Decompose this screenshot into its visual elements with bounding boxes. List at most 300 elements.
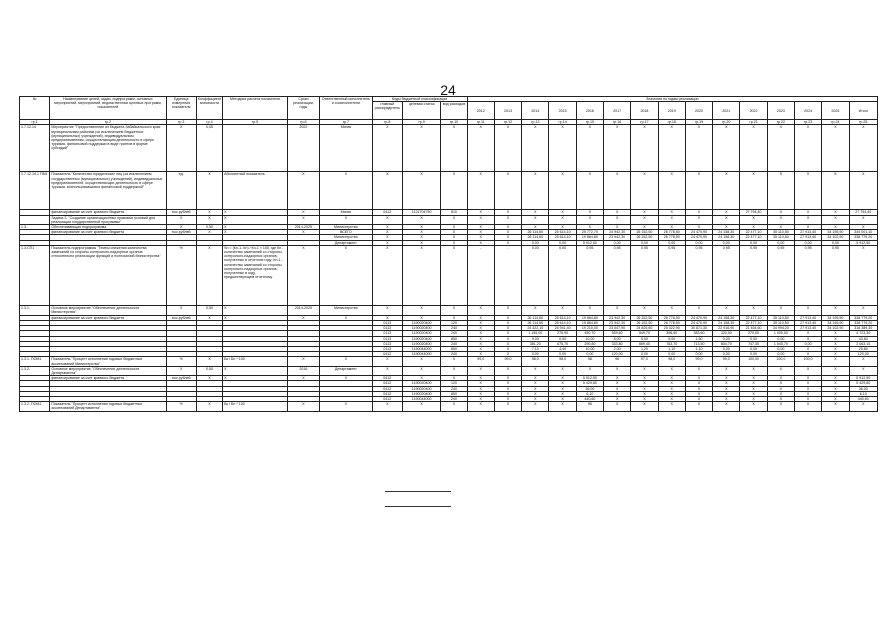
table-cell: Х: [320, 357, 373, 366]
table-cell: 24 158,30: [713, 235, 740, 240]
table-cell: Х: [223, 315, 288, 320]
table-cell: 0,00: [794, 341, 821, 346]
table-cell: 1.3.1.: [20, 305, 50, 315]
header-year-12: 2024: [794, 102, 821, 120]
table-cell: 0,50: [196, 366, 222, 375]
table-cell: Минэк: [320, 210, 373, 215]
table-cell: Х: [631, 215, 658, 224]
column-number: гр.25: [849, 120, 877, 125]
table-cell: Х: [576, 366, 603, 375]
table-cell: Х: [441, 366, 467, 375]
table-cell: Х: [441, 305, 467, 315]
table-cell: Х: [494, 240, 521, 245]
table-cell: Х: [402, 357, 440, 366]
table-cell: 2022: [287, 125, 319, 172]
table-cell: 98,0: [549, 357, 576, 366]
table-cell: Показатель "Процент исполнения годовых бюджетных ассигнований Департамента": [50, 402, 166, 411]
table-cell: 24 158,30: [713, 230, 740, 235]
table-cell: 0,95: [631, 245, 658, 305]
table-cell: Х: [604, 366, 631, 375]
table-cell: 6,10: [576, 391, 603, 396]
table-cell: Бк / Бп * 100: [223, 402, 288, 411]
table-cell: Х: [549, 366, 576, 375]
table-cell: 318 389,30: [849, 326, 877, 331]
column-number: гр.22: [767, 120, 794, 125]
table-cell: 0,00: [740, 336, 767, 341]
table-cell: Х: [794, 402, 821, 411]
table-cell: Х: [223, 305, 288, 315]
table-cell: Х: [287, 230, 319, 235]
table-cell: Х: [685, 402, 712, 411]
table-cell: Х: [740, 381, 767, 386]
table-cell: 0,00: [767, 352, 794, 357]
table-cell: Х: [372, 225, 402, 230]
table-row: [20, 172, 878, 210]
table-cell: 25 614,10: [549, 321, 576, 326]
table-cell: 1,60: [685, 336, 712, 341]
table-cell: 36,00: [849, 386, 877, 391]
table-cell: 1190044000: [402, 347, 440, 352]
header-year-0: 2012: [467, 102, 494, 120]
table-cell: Х: [631, 376, 658, 381]
table-cell: Х: [794, 366, 821, 375]
header-year-6: 2018: [631, 102, 658, 120]
table-cell: Х: [794, 352, 821, 357]
column-number: гр.7: [320, 120, 373, 125]
header-year-1: 2013: [494, 102, 521, 120]
table-cell: Х: [658, 397, 685, 402]
table-cell: Х: [604, 391, 631, 396]
table-cell: Х: [287, 357, 319, 366]
table-cell: Х: [494, 336, 521, 341]
table-cell: Х: [467, 376, 494, 381]
table-cell: Х: [494, 230, 521, 235]
table-cell: Х: [494, 215, 521, 224]
header-year-9: 2021: [713, 102, 740, 120]
table-cell: 1190020400: [402, 381, 440, 386]
table-cell: 22 916,90: [713, 326, 740, 331]
header-years-group: Значения по годам реализации: [467, 97, 877, 102]
table-cell: Х: [320, 215, 373, 224]
table-cell: Х: [522, 366, 549, 375]
table-cell: Х: [467, 240, 494, 245]
column-number: гр.10: [441, 120, 467, 125]
table-cell: 34 994,20: [767, 326, 794, 331]
table-cell: финансирование за счет краевого бюджета: [50, 230, 166, 235]
table-cell: 0,00: [631, 352, 658, 357]
table-cell: Х: [713, 225, 740, 230]
table-cell: Х: [822, 305, 849, 315]
table-cell: Х: [604, 381, 631, 386]
table-cell: Sn = (Кn-1- Кn) / Кn-1 × 100, где Кn - количество замечаний со стороны контрольно-надзорных органов, полученных в отчетном году; Кn-1 - количество замечаний со стороны контрольно-надзорных органов, полученных в году, предшествующем отчетному: [223, 245, 288, 305]
table-cell: Х: [604, 210, 631, 215]
header-year-11: 2023: [767, 102, 794, 120]
table-cell: Х: [494, 352, 521, 357]
table-cell: 34 102,90: [822, 235, 849, 240]
table-cell: Х: [713, 376, 740, 381]
table-cell: Х: [467, 386, 494, 391]
table-cell: 24 942,30: [604, 230, 631, 235]
column-number: гр.15: [576, 120, 603, 125]
table-cell: 0113: [372, 326, 402, 331]
table-cell: Х: [549, 381, 576, 386]
table-cell: 396,50: [658, 331, 685, 336]
table-cell: 275,90: [549, 331, 576, 336]
header-coef: Коэффициент значимости: [196, 97, 222, 120]
table-cell: тыс.рублей: [166, 230, 196, 235]
table-cell: 24 470,90: [685, 315, 712, 320]
table-cell: Х: [685, 376, 712, 381]
table-cell: тыс.рублей: [166, 376, 196, 381]
table-cell: 2 063,10: [849, 341, 877, 346]
table-cell: 19 864,80: [576, 315, 603, 320]
column-number: гр.14: [549, 120, 576, 125]
table-row: [20, 402, 878, 411]
table-cell: Х: [522, 376, 549, 381]
table-cell: Х: [494, 386, 521, 391]
table-cell: 675,70: [549, 341, 576, 346]
header-year-3: 2015: [549, 102, 576, 120]
table-cell: Х: [576, 210, 603, 215]
table-cell: Х: [372, 305, 402, 315]
table-cell: Х: [166, 215, 196, 224]
table-cell: Х: [372, 366, 402, 375]
table-cell: 19 864,80: [576, 235, 603, 240]
table-cell: 1190020400: [402, 386, 440, 391]
table-cell: Х: [658, 172, 685, 210]
table-cell: Х: [372, 215, 402, 224]
table-cell: Х: [467, 230, 494, 235]
table-cell: Х: [196, 215, 222, 224]
table-cell: Х: [658, 402, 685, 411]
table-cell: Х: [631, 381, 658, 386]
table-cell: %: [166, 402, 196, 411]
table-cell: Х: [494, 347, 521, 352]
table-cell: Х: [549, 305, 576, 315]
table-cell: 669,40: [631, 341, 658, 346]
table-cell: Х: [849, 402, 877, 411]
table-cell: 27 913,40: [794, 326, 821, 331]
table-cell: Х: [713, 210, 740, 215]
table-cell: Х: [402, 230, 440, 235]
table-cell: 440,60: [576, 397, 603, 402]
table-cell: Х: [467, 381, 494, 386]
program-table: [19, 96, 878, 412]
table-cell: 0,50: [196, 225, 222, 230]
table-cell: 1 045,70: [767, 341, 794, 346]
table-cell: Х: [494, 321, 521, 326]
table-cell: 850: [441, 347, 467, 352]
table-cell: 0,00: [522, 245, 549, 305]
table-cell: 1,10: [658, 347, 685, 352]
table-cell: Х: [441, 376, 467, 381]
table-cell: Х: [794, 347, 821, 352]
table-cell: 0,00: [549, 352, 576, 357]
table-cell: 25 772,70: [576, 230, 603, 235]
table-cell: Х: [467, 352, 494, 357]
column-number: гр.18: [658, 120, 685, 125]
table-cell: Х: [467, 336, 494, 341]
table-cell: тыс.рублей: [166, 315, 196, 320]
table-cell: Х: [849, 172, 877, 210]
table-cell: Х: [494, 366, 521, 375]
table-cell: Х: [372, 240, 402, 245]
table-cell: Х: [494, 172, 521, 210]
table-cell: 810: [441, 210, 467, 215]
table-cell: Х: [576, 305, 603, 315]
table-cell: Х: [767, 391, 794, 396]
table-cell: Х: [658, 391, 685, 396]
column-number: гр.23: [794, 120, 821, 125]
table-cell: Основное мероприятие "Обеспечение деятельности Министерства": [50, 305, 166, 315]
table-cell: Х: [402, 245, 440, 305]
table-cell: Х: [494, 225, 521, 230]
table-cell: Х: [494, 315, 521, 320]
table-cell: 24 158,30: [713, 315, 740, 320]
table-cell: Х: [685, 305, 712, 315]
table-cell: 0412: [372, 381, 402, 386]
table-cell: Х: [372, 245, 402, 305]
table-cell: Х: [522, 397, 549, 402]
table-cell: Х: [822, 225, 849, 230]
table-cell: 24 470,90: [685, 235, 712, 240]
table-cell: Х: [402, 402, 440, 411]
table-cell: 27 913,40: [794, 321, 821, 326]
column-number: гр.21: [740, 120, 767, 125]
table-cell: Х: [196, 172, 222, 210]
table-cell: Х: [287, 245, 319, 305]
table-cell: Х: [441, 357, 467, 366]
table-cell: 26 778,50: [658, 235, 685, 240]
table-cell: Х: [794, 215, 821, 224]
table-cell: 1190020400: [402, 336, 440, 341]
table-cell: 338 779,20: [849, 315, 877, 320]
table-cell: Х: [740, 391, 767, 396]
header-bk-group: Коды бюджетной классификации: [372, 97, 467, 102]
table-cell: Х: [604, 125, 631, 172]
table-cell: Мероприятие "Предоставление из бюджета Забайкальского края муниципальным районам (за исключением бюджетных (муниципальных) учреждений), индивидуальным предпринимателям, осуществляющим деятельность в сфере туризма, финансовой поддержки в виде грантов в форме субсидий": [50, 125, 166, 172]
table-cell: Х: [166, 305, 196, 315]
table-cell: Х: [441, 125, 467, 172]
table-cell: 98: [576, 357, 603, 366]
table-cell: Х: [713, 215, 740, 224]
table-cell: Х: [287, 376, 319, 381]
table-cell: 0,95: [767, 245, 794, 305]
table-cell: 549,70: [631, 331, 658, 336]
table-cell: 0412: [372, 397, 402, 402]
table-cell: 0412: [372, 376, 402, 381]
column-number: гр.9: [402, 120, 440, 125]
table-cell: Х: [196, 315, 222, 320]
table-cell: 1 195,00: [522, 331, 549, 336]
table-cell: Х: [441, 172, 467, 210]
header-year-8: 2020: [685, 102, 712, 120]
table-cell: ВСЕГО: [320, 230, 373, 235]
table-cell: %: [166, 245, 196, 305]
table-cell: Х: [849, 245, 877, 305]
table-cell: 30 871,30: [685, 326, 712, 331]
table-cell: 0,95: [576, 245, 603, 305]
table-cell: Х: [522, 381, 549, 386]
table-cell: Х: [822, 397, 849, 402]
table-cell: ед.: [166, 172, 196, 210]
table-cell: 26 152,50: [631, 315, 658, 320]
table-cell: 120,00: [849, 352, 877, 357]
table-cell: 0,50: [196, 305, 222, 315]
table-cell: Х: [740, 172, 767, 210]
header-term: Сроки реализации, годы: [287, 97, 319, 120]
table-cell: 26 152,50: [631, 321, 658, 326]
table-cell: 320,00: [713, 331, 740, 336]
table-cell: Показатель "Процент исполнения годовых бюджетных ассигнований Министерства": [50, 357, 166, 366]
table-cell: 0,00: [794, 240, 821, 245]
table-cell: Х: [549, 397, 576, 402]
table-cell: 0,00: [740, 347, 767, 352]
signature-line: [385, 491, 451, 492]
table-cell: Х: [713, 366, 740, 375]
table-cell: Министерство: [320, 225, 373, 230]
table-cell: Х: [685, 391, 712, 396]
table-cell: Х: [441, 215, 467, 224]
table-cell: Показатель "Количество юридических лиц (за исключением государственных (муниципальных) учреждений), индивидуальных предпринимателей, осуществляющих деятельность в сфере туризма, воспользовавшихся финансовой поддержкой": [50, 172, 166, 210]
table-cell: Х: [441, 245, 467, 305]
table-cell: Х: [522, 402, 549, 411]
table-cell: Х: [658, 366, 685, 375]
table-cell: Х: [767, 366, 794, 375]
table-cell: Минэк: [320, 125, 373, 172]
table-cell: Х: [441, 315, 467, 320]
table-cell: 0113: [372, 341, 402, 346]
table-cell: 98,0: [658, 357, 685, 366]
table-cell: 240: [441, 326, 467, 331]
table-cell: Х: [794, 125, 821, 172]
table-cell: 99,0: [713, 357, 740, 366]
table-cell: Х: [576, 215, 603, 224]
table-cell: 100,00: [740, 357, 767, 366]
table-cell: Х: [604, 402, 631, 411]
table-cell: 25 614,10: [549, 315, 576, 320]
header-year-2: 2014: [522, 102, 549, 120]
header-bk-1: целевая статья: [402, 102, 440, 120]
column-number: гр.20: [713, 120, 740, 125]
table-cell: 1190020400: [402, 391, 440, 396]
table-cell: 35 110,50: [767, 230, 794, 235]
column-number: гр.12: [494, 120, 521, 125]
table-cell: 1.7.12.14: [20, 125, 50, 172]
table-row: [20, 215, 878, 224]
table-cell: Задача 3. "Создание организационных правовых условий для реализации государственной программы": [50, 215, 166, 224]
table-cell: Бк / Бп * 100: [223, 357, 288, 366]
table-cell: Х: [320, 376, 373, 381]
header-unit: Единица измерения показателя: [166, 97, 196, 120]
table-cell: Х: [494, 235, 521, 240]
table-cell: 0,00: [631, 240, 658, 245]
table-cell: 0113: [372, 331, 402, 336]
table-cell: Х: [767, 215, 794, 224]
table-cell: Х: [467, 172, 494, 210]
table-cell: Х: [494, 305, 521, 315]
table-cell: Х: [794, 376, 821, 381]
table-cell: 0,95: [713, 245, 740, 305]
table-cell: Х: [467, 225, 494, 230]
table-cell: 23 942,30: [604, 315, 631, 320]
table-cell: Х: [522, 225, 549, 230]
table-cell: Х: [467, 366, 494, 375]
table-cell: Х: [713, 381, 740, 386]
table-cell: 0,00: [713, 352, 740, 357]
table-cell: Х: [549, 386, 576, 391]
table-cell: Х: [822, 352, 849, 357]
table-cell: Х: [223, 225, 288, 230]
table-cell: Х: [467, 215, 494, 224]
table-cell: Х: [441, 402, 467, 411]
table-cell: Х: [320, 315, 373, 320]
table-cell: Х: [631, 125, 658, 172]
table-cell: 559,60: [604, 331, 631, 336]
table-cell: 4,40: [549, 347, 576, 352]
table-cell: Х: [767, 402, 794, 411]
table-cell: Х: [822, 357, 849, 366]
table-cell: 26 778,50: [658, 321, 685, 326]
table-cell: Х: [402, 305, 440, 315]
table-cell: Х: [522, 391, 549, 396]
table-cell: Х: [372, 315, 402, 320]
table-cell: Х: [402, 125, 440, 172]
table-cell: Х: [494, 376, 521, 381]
column-number: гр.4: [196, 120, 222, 125]
table-cell: 26 114,60: [522, 235, 549, 240]
table-cell: Х: [196, 402, 222, 411]
table-cell: 0,00: [713, 336, 740, 341]
table-cell: 1190044000: [402, 397, 440, 402]
table-cell: Х: [822, 125, 849, 172]
table-cell: 440,60: [849, 397, 877, 402]
header-year-13: 2025: [822, 102, 849, 120]
table-cell: Х: [223, 366, 288, 375]
table-cell: 22 477,10: [740, 315, 767, 320]
table-cell: [223, 125, 288, 172]
table-cell: 0412: [372, 391, 402, 396]
column-number: гр.24: [822, 120, 849, 125]
table-cell: Х: [822, 341, 849, 346]
table-cell: Х: [372, 402, 402, 411]
table-cell: Х: [223, 210, 288, 215]
table-cell: 19 864,80: [576, 321, 603, 326]
table-cell: 5,00: [631, 336, 658, 341]
table-cell: Х: [287, 172, 319, 210]
table-cell: 4 723,30: [849, 331, 877, 336]
table-cell: -: [494, 245, 521, 305]
table-cell: Х: [196, 376, 222, 381]
table-cell: 1190020400: [402, 321, 440, 326]
header-year-14: Итого: [849, 102, 877, 120]
table-cell: Х: [467, 397, 494, 402]
table-cell: Х: [849, 225, 877, 230]
table-cell: Х: [685, 386, 712, 391]
table-cell: Х: [631, 391, 658, 396]
table-cell: 0412: [372, 352, 402, 357]
table-cell: 1.3.СП1: [20, 245, 50, 305]
table-cell: 9,00: [522, 336, 549, 341]
table-cell: Х: [713, 125, 740, 172]
table-cell: Х: [740, 305, 767, 315]
table-cell: 0,00: [822, 240, 849, 245]
table-cell: Х: [522, 210, 549, 215]
table-cell: %: [166, 357, 196, 366]
table-cell: 26 152,50: [631, 230, 658, 235]
table-cell: Х: [467, 331, 494, 336]
table-cell: Х: [372, 235, 402, 240]
